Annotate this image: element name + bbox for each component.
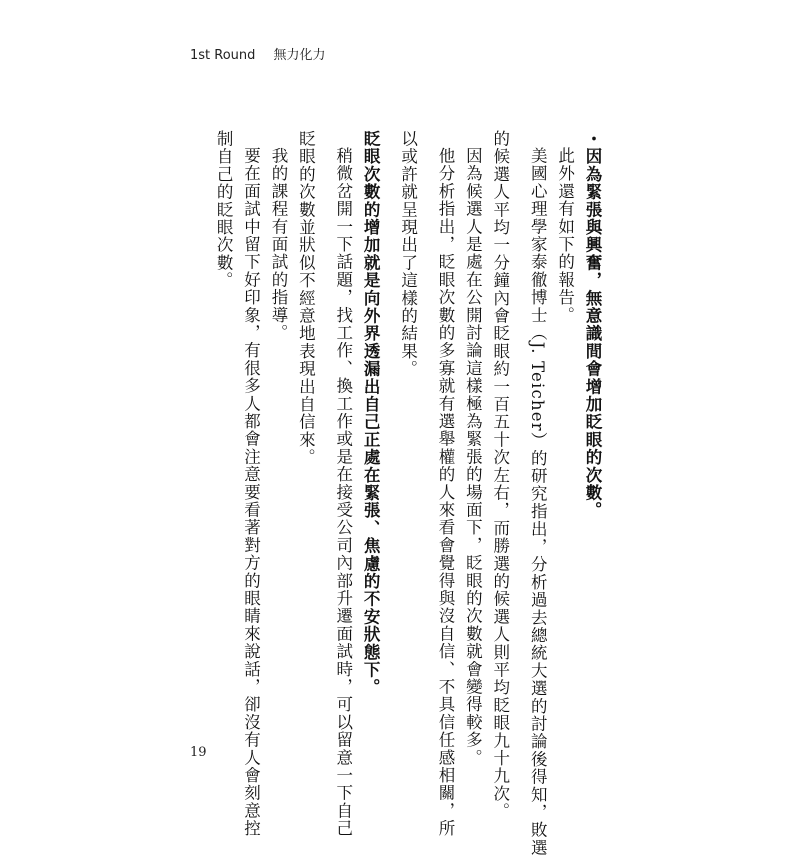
paragraph-line: 眨眼的次數並狀似不經意地表現出自信來。: [296, 130, 316, 467]
paragraph-line: 以或許就呈現出了這樣的結果。: [398, 130, 418, 378]
emphasis-line: 眨眼次數的增加就是向外界透漏出自己正處在緊張、焦慮的不安狀態下。: [361, 130, 381, 697]
page-number: 19: [190, 745, 207, 760]
paragraph-line: 此外還有如下的報告。: [555, 147, 575, 324]
round-label: 1st Round: [190, 48, 256, 63]
paragraph-line: 的候選人平均一分鐘內會眨眼約一百五十次左右，而勝選的候選人則平均眨眼九十九次。: [490, 130, 510, 821]
paragraph-line: 美國心理學家泰徹博士（J. Teicher）的研究指出，分析過去總統大選的討論後得知，敗選: [528, 147, 548, 857]
body-text: [210, 130, 616, 857]
running-header: [190, 44, 326, 63]
bullet-point: ・因為緊張與興奮，無意識間會增加眨眼的次數。: [583, 130, 602, 520]
paragraph-line: 稍微岔開一下話題，找工作、換工作或是在接受公司內部升遷面試時，可以留意一下自己: [333, 147, 353, 838]
paragraph-line: 要在面試中留下好印象，有很多人都會注意要看著對方的眼睛來說話，卻沒有人會刻意控: [241, 147, 261, 838]
chapter-title: 無力化力: [273, 48, 326, 63]
paragraph-line: 制自己的眨眼次數。: [214, 130, 234, 290]
paragraph-line: 因為候選人是處在公開討論這樣極為緊張的場面下，眨眼的次數就會變得較多。: [463, 147, 483, 767]
paragraph-line: 我的課程有面試的指導。: [268, 147, 288, 342]
paragraph-line: 他分析指出，眨眼次數的多寡就有選舉權的人來看會覺得與沒自信、不具信任感相關，所: [435, 147, 455, 838]
